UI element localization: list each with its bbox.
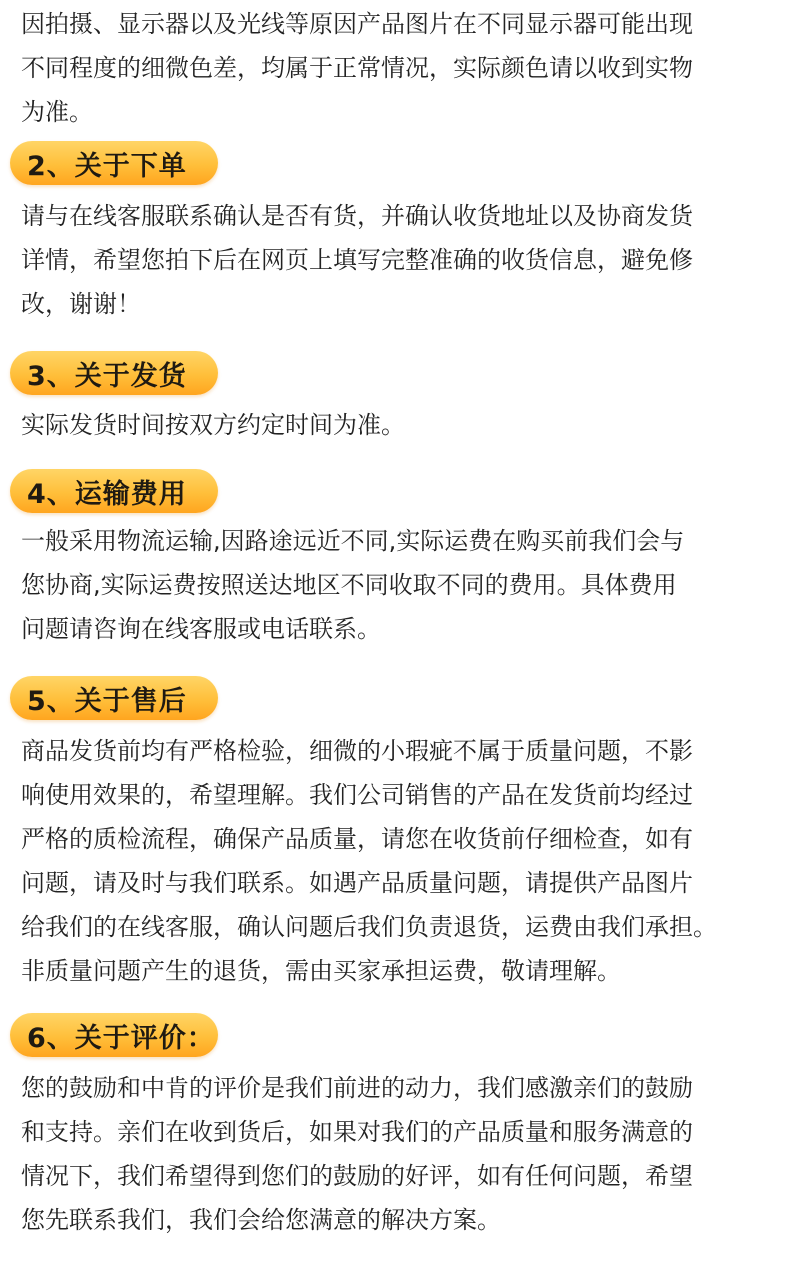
- text-line: 您先联系我们，我们会给您满意的解决方案。: [21, 1206, 501, 1234]
- section-heading-label: 2、关于下单: [27, 150, 187, 182]
- section-heading-label: 4、运输费用: [27, 478, 187, 510]
- section-heading-after-sales: [10, 676, 218, 720]
- section-3-body: [21, 403, 781, 447]
- text-line: 情况下，我们希望得到您们的鼓励的好评，如有任何问题，希望: [21, 1162, 693, 1190]
- section-4-body: [21, 519, 781, 651]
- section-1-body: [21, 2, 781, 134]
- text-line: 因拍摄、显示器以及光线等原因产品图片在不同显示器可能出现: [21, 10, 693, 38]
- section-5-body: [21, 729, 781, 993]
- text-line: 一般采用物流运输,因路途远近不同,实际运费在购买前我们会与: [21, 527, 685, 555]
- text-line: 您的鼓励和中肯的评价是我们前进的动力，我们感激亲们的鼓励: [21, 1074, 693, 1102]
- section-heading-shipping: [10, 351, 218, 395]
- text-line: 详情，希望您拍下后在网页上填写完整准确的收货信息，避免修: [21, 246, 693, 274]
- text-line: 为准。: [21, 98, 93, 126]
- text-line: 商品发货前均有严格检验，细微的小瑕疵不属于质量问题，不影: [21, 737, 693, 765]
- text-line: 请与在线客服联系确认是否有货，并确认收货地址以及协商发货: [21, 202, 693, 230]
- section-heading-freight-cost: [10, 469, 218, 513]
- section-2-body: [21, 194, 781, 326]
- section-heading-reviews: [10, 1013, 218, 1057]
- text-line: 严格的质检流程，确保产品质量，请您在收货前仔细检查，如有: [21, 825, 693, 853]
- section-6-body: [21, 1066, 781, 1242]
- text-line: 不同程度的细微色差，均属于正常情况，实际颜色请以收到实物: [21, 54, 693, 82]
- section-heading-label: 5、关于售后: [27, 685, 187, 717]
- text-line: 给我们的在线客服，确认问题后我们负责退货，运费由我们承担。: [21, 913, 717, 941]
- text-line: 响使用效果的，希望理解。我们公司销售的产品在发货前均经过: [21, 781, 693, 809]
- section-heading-ordering: [10, 141, 218, 185]
- text-line: 问题请咨询在线客服或电话联系。: [21, 615, 381, 643]
- text-line: 改，谢谢！: [21, 290, 141, 318]
- text-line: 非质量问题产生的退货，需由买家承担运费，敬请理解。: [21, 957, 621, 985]
- text-line: 问题，请及时与我们联系。如遇产品质量问题，请提供产品图片: [21, 869, 693, 897]
- text-line: 您协商,实际运费按照送达地区不同收取不同的费用。具体费用: [21, 571, 677, 599]
- section-heading-label: 3、关于发货: [27, 360, 187, 392]
- section-heading-label: 6、关于评价：: [27, 1022, 215, 1054]
- text-line: 和支持。亲们在收到货后，如果对我们的产品质量和服务满意的: [21, 1118, 693, 1146]
- text-line: 实际发货时间按双方约定时间为准。: [21, 411, 405, 439]
